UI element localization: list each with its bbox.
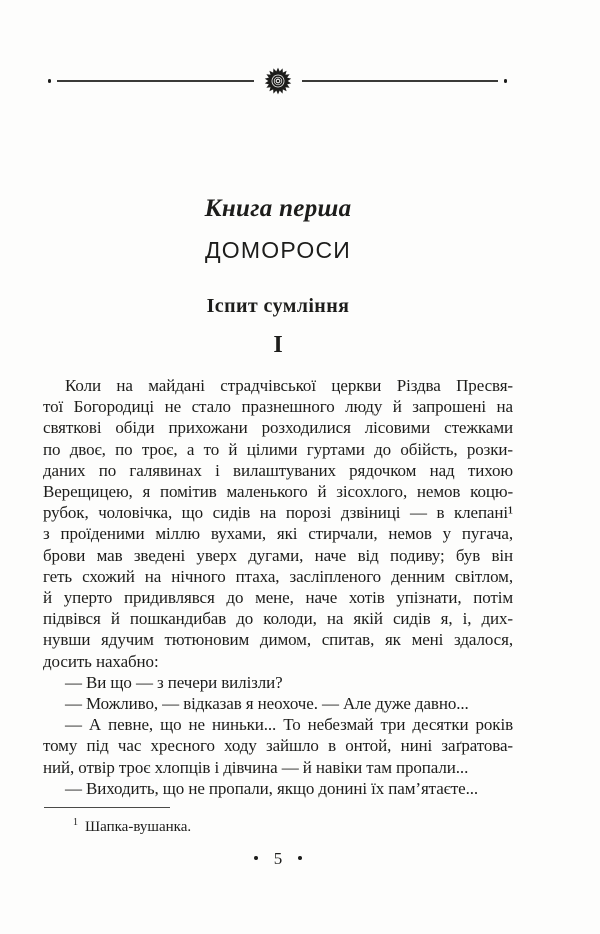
text-line: тому під час хресного ходу зайшло в онтой, нині заґратова- — [43, 736, 513, 756]
gear-rosette-icon — [264, 67, 292, 95]
text-line: Коли на майдані страдчівської церкви Різдва Пресвя- — [65, 376, 513, 395]
chapter-title: Іспит сумління — [206, 295, 350, 317]
text-line: ний, отвір троє хлопців і дівчина — й навіки там пропали... — [43, 757, 469, 777]
text-line: святкові обіди прихожани розходилися лісовими стежками — [43, 418, 513, 438]
page-number-footer — [43, 848, 513, 869]
divider-dot-right — [504, 79, 507, 82]
text-line: брови мав зведені уверх дугами, наче від подиву; був він — [43, 545, 513, 565]
section-number: I — [273, 332, 283, 358]
text-line: з проїденими міллю вухами, які стирчали, немов у пугача, — [43, 524, 513, 544]
text-line: — Можливо, — відказав я неохоче. — Але дуже давно... — [65, 694, 469, 714]
divider-line-right — [302, 80, 498, 81]
text-line: й уперто придивлявся до мене, наче хотів упізнати, потім — [43, 588, 513, 608]
text-line: по двоє, по троє, а то й цілими гуртами до обійсть, розки- — [43, 439, 513, 459]
divider-dot-left — [48, 79, 51, 82]
text-line: тої Богородиці не стало празнешного люду й запрошені на — [43, 397, 513, 417]
page-number: 5 — [273, 849, 283, 869]
text-line: — А певне, що не ниньки... То небезмай три десятки років — [65, 715, 513, 735]
body-text — [43, 375, 513, 799]
text-line: рубок, чоловічка, що сидів на порозі дзвіниці — в клепані¹ — [43, 503, 513, 523]
footnote-marker: 1 — [73, 817, 78, 828]
part-title: ДОМОРОСИ — [205, 237, 351, 263]
text-line: геть схожий на нічного птаха, засліпленого денним світлом, — [43, 566, 513, 586]
header-divider — [48, 68, 507, 94]
footnote-inner — [43, 813, 513, 837]
footnote — [43, 813, 513, 837]
text-line: даних по галявинах і вилаштуваних рядочком над тихою — [43, 460, 513, 480]
footnote-rule — [44, 807, 170, 808]
text-line: Верещицею, я помітив маленького й зісохлого, немов коцю- — [43, 482, 513, 502]
text-line: нувши ядучим тютюновим димом, спитав, як мені здалося, — [43, 630, 513, 650]
text-line: — Виходить, що не пропали, якщо донині їх пам’ятаєте... — [65, 778, 479, 798]
text-line: — Ви що — з печери вилізли? — [65, 672, 283, 692]
footer-dot-left — [254, 856, 258, 860]
footnote-text: Шапка-вушанка. — [85, 819, 192, 835]
text-line: досить нахабно: — [43, 651, 159, 671]
book-title: Книга перша — [204, 195, 352, 222]
divider-line-left — [57, 80, 253, 81]
text-line: підвівся й пошкандибав до колоди, на якій сидів я, і, дих- — [43, 609, 513, 629]
footer-dot-right — [298, 856, 302, 860]
